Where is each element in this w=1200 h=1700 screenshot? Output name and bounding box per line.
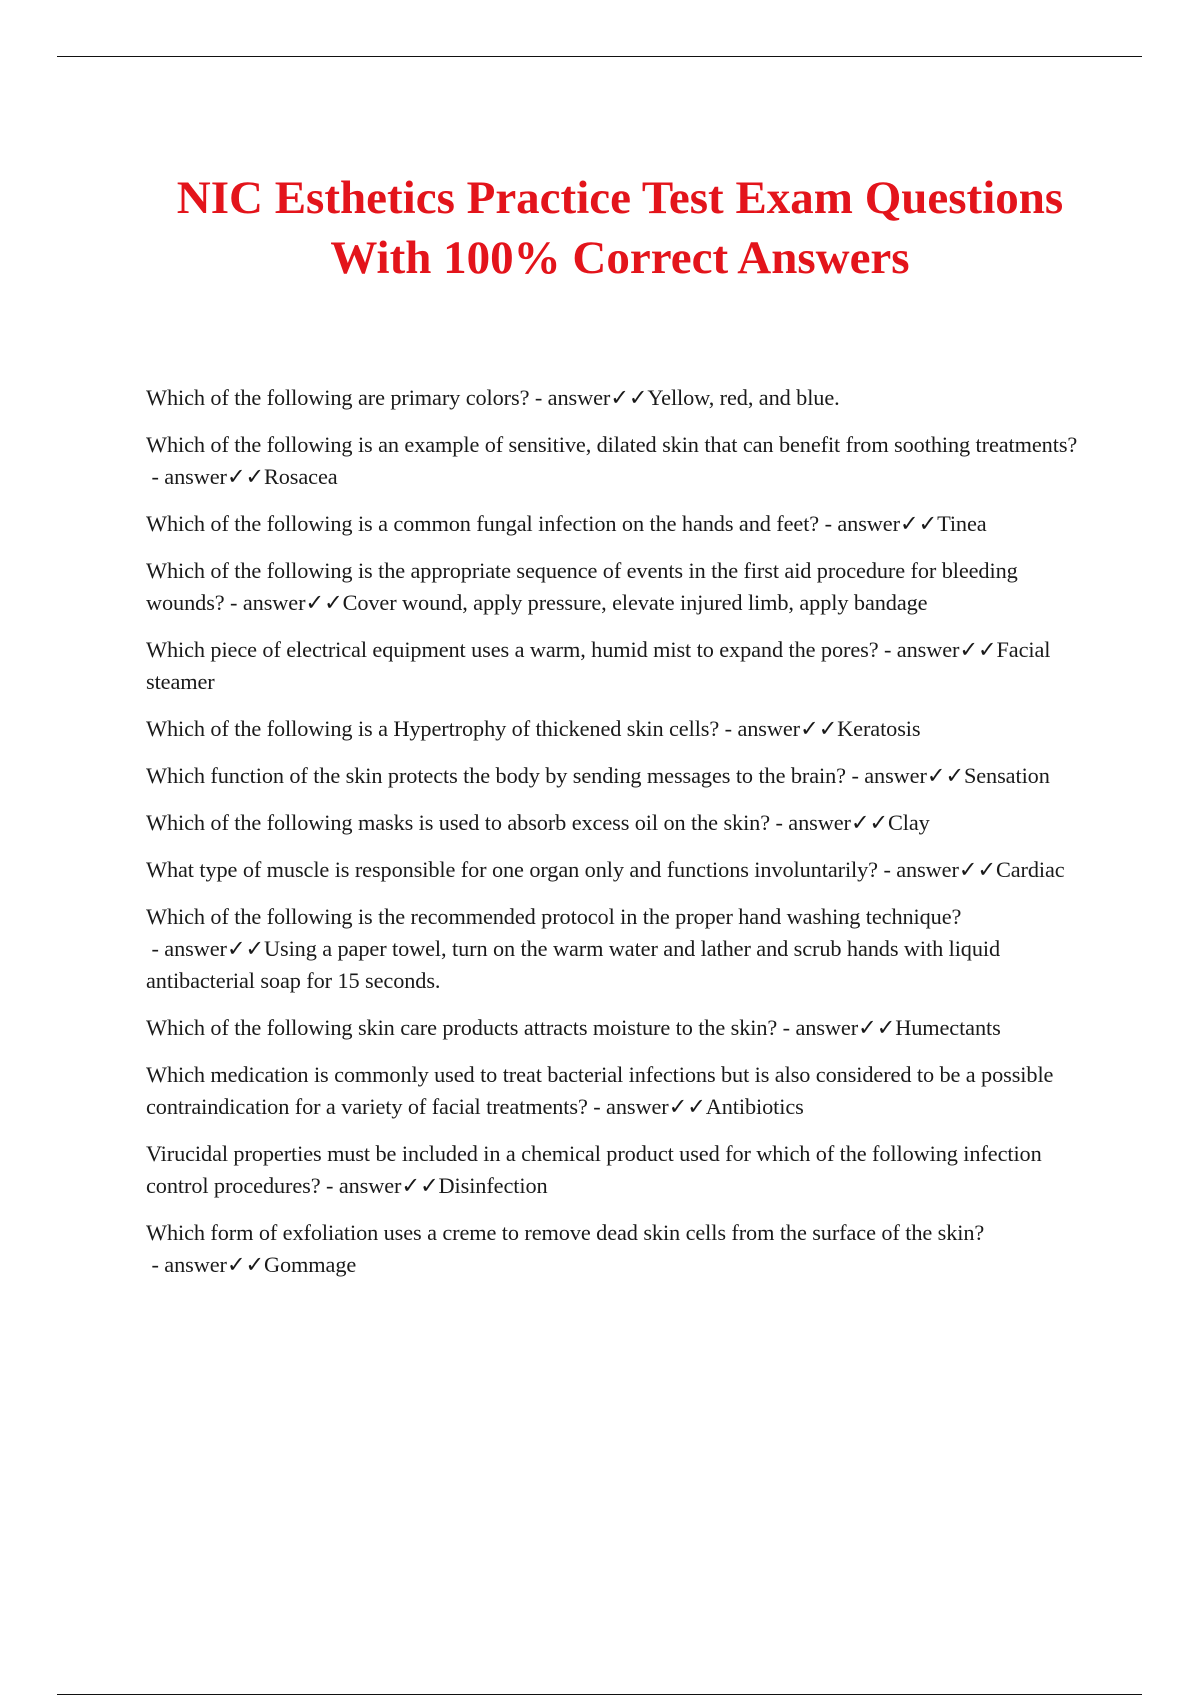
question-text: What type of muscle is responsible for one organ only and functions involuntarily? <box>146 857 878 882</box>
title-line-1: NIC Esthetics Practice Test Exam Questions <box>176 172 1064 224</box>
answer-marker: - answer✓✓ <box>587 1094 706 1119</box>
qa-item <box>146 634 1086 698</box>
qa-item <box>146 807 1086 839</box>
document-title <box>100 168 1140 288</box>
answer-marker: - answer✓✓ <box>146 1252 264 1277</box>
qa-item <box>146 508 1086 540</box>
answer-marker: - answer✓✓ <box>146 936 264 961</box>
question-text: Which form of exfoliation uses a creme to remove dead skin cells from the surface of the skin? <box>146 1220 985 1245</box>
answer-marker: - answer✓✓ <box>224 590 343 615</box>
question-text: Which of the following are primary colors? <box>146 385 530 410</box>
answer-text: Using a paper towel, turn on the warm water and lather and scrub hands with liquid antibacterial soap for 15 seconds. <box>146 936 1001 993</box>
bottom-rule <box>57 1694 1142 1695</box>
answer-marker: - answer✓✓ <box>146 464 264 489</box>
answer-text: Disinfection <box>438 1173 548 1198</box>
question-text: Which of the following masks is used to absorb excess oil on the skin? <box>146 810 771 835</box>
qa-item <box>146 1059 1086 1123</box>
answer-text: Cover wound, apply pressure, elevate injured limb, apply bandage <box>342 590 928 615</box>
answer-text: Yellow, red, and blue. <box>647 385 840 410</box>
qa-item <box>146 713 1086 745</box>
answer-marker: - answer✓✓ <box>719 716 838 741</box>
answer-text: Antibiotics <box>705 1094 804 1119</box>
qa-list <box>146 382 1086 1296</box>
answer-marker: - answer✓✓ <box>819 511 938 536</box>
title-line-2: With 100% Correct Answers <box>330 232 910 284</box>
question-text: Which of the following is a Hypertrophy of thickened skin cells? <box>146 716 720 741</box>
qa-item <box>146 382 1086 414</box>
question-text: Which of the following is a common fungal infection on the hands and feet? <box>146 511 820 536</box>
answer-text: Clay <box>888 810 930 835</box>
qa-item <box>146 854 1086 886</box>
answer-text: Facial steamer <box>146 637 1051 694</box>
answer-marker: - answer✓✓ <box>878 637 997 662</box>
answer-marker: - answer✓✓ <box>845 763 964 788</box>
qa-item <box>146 760 1086 792</box>
qa-item <box>146 1217 1086 1281</box>
question-text: Which piece of electrical equipment uses a warm, humid mist to expand the pores? <box>146 637 879 662</box>
answer-text: Sensation <box>963 763 1050 788</box>
qa-item <box>146 429 1086 493</box>
answer-text: Rosacea <box>263 464 338 489</box>
answer-text: Humectants <box>895 1015 1001 1040</box>
answer-text: Keratosis <box>837 716 921 741</box>
question-text: Which function of the skin protects the body by sending messages to the brain? <box>146 763 846 788</box>
answer-marker: - answer✓✓ <box>770 810 889 835</box>
qa-item <box>146 555 1086 619</box>
answer-text: Tinea <box>937 511 987 536</box>
question-text: Which of the following is the recommended protocol in the proper hand washing technique? <box>146 904 962 929</box>
qa-item <box>146 901 1086 997</box>
question-text: Virucidal properties must be included in a chemical product used for which of the following infection control procedures? <box>146 1141 1042 1198</box>
qa-item <box>146 1012 1086 1044</box>
question-text: Which of the following is the appropriate sequence of events in the first aid procedure for bleeding wounds? <box>146 558 1018 615</box>
answer-marker: - answer✓✓ <box>529 385 648 410</box>
qa-item <box>146 1138 1086 1202</box>
answer-marker: - answer✓✓ <box>777 1015 896 1040</box>
answer-marker: - answer✓✓ <box>877 857 996 882</box>
question-text: Which of the following is an example of sensitive, dilated skin that can benefit from soothing treatments? <box>146 432 1078 457</box>
question-text: Which medication is commonly used to treat bacterial infections but is also considered to be a possible contraindication for a variety of facial treatments? <box>146 1062 1054 1119</box>
question-text: Which of the following skin care products attracts moisture to the skin? <box>146 1015 778 1040</box>
answer-text: Cardiac <box>995 857 1065 882</box>
top-rule <box>57 56 1142 57</box>
answer-text: Gommage <box>263 1252 357 1277</box>
answer-marker: - answer✓✓ <box>320 1173 439 1198</box>
